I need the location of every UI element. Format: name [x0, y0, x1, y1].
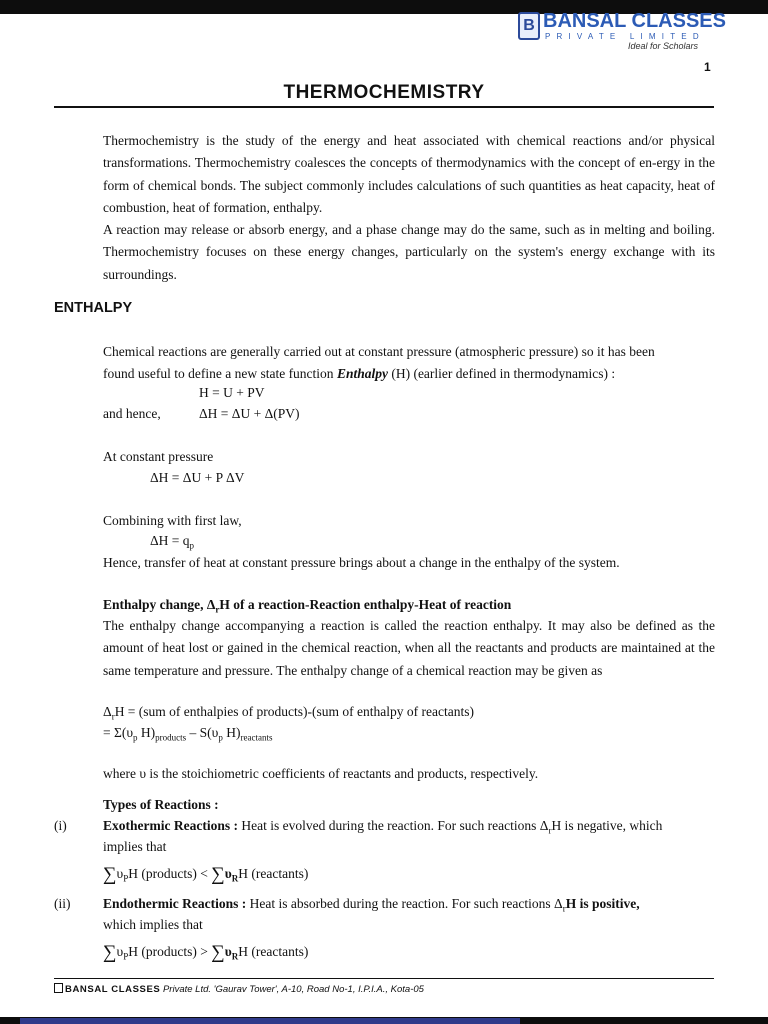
intro-paragraph-1: Thermochemistry is the study of the energy and heat associated with chemical reactions and/or physical transformations. Thermochemistry coalesces the concepts of thermodynamics with the concept of en-ergy in the form of chemical bonds. The subject commonly includes calculations of such quantities as heat capacity, heat of combustion, heat of formation, enthalpy.: [103, 133, 715, 215]
footer-logo-icon: [54, 983, 63, 993]
exothermic-term: Exothermic Reactions :: [103, 818, 238, 833]
equation-delta-h: ΔH = ΔU + Δ(PV): [199, 406, 300, 421]
sigma-icon: ∑: [211, 942, 225, 963]
first-law-label: Combining with first law,: [103, 513, 242, 528]
page-title: THERMOCHEMISTRY: [283, 82, 485, 103]
footer-brand: BANSAL CLASSES: [65, 984, 161, 995]
page-number: 1: [704, 60, 711, 74]
equation-constant-pressure: ΔH = ΔU + P ΔV: [150, 470, 245, 485]
where-statement: where υ is the stoichiometric coefficients of reactants and products, respectively.: [103, 766, 539, 781]
and-hence-label: and hence,: [103, 406, 161, 421]
reaction-enthalpy-paragraph: The enthalpy change accompanying a reaction is called the reaction enthalpy. It may also be defined as the amount of heat lost or gained in the chemical reaction, when all the reactants and products are maintained at the same temperature and pressure. The enthalpy change of a chemical reaction may be given as: [103, 618, 715, 678]
endothermic-implies: which implies that: [103, 917, 203, 932]
reaction-enthalpy-sum: = $\Sigma(\upsilon_p$ $H)_{products} - S(\upsilon_p$ $H)_{reactants}$: [103, 725, 273, 743]
list-item-number-2: (ii): [54, 896, 71, 911]
logo-icon: B: [518, 12, 540, 40]
exothermic-implies: implies that: [103, 839, 167, 854]
endothermic-definition: Endothermic Reactions : Heat is absorbed during the reaction. For such reactions $\Delta_rH$ is positive,: [103, 896, 640, 914]
footer-address: Private Ltd. 'Gaurav Tower', A-10, Road No-1, I.P.I.A., Kota-05: [162, 984, 424, 995]
intro-paragraphs: [103, 130, 715, 286]
footer: [54, 983, 424, 995]
hence-statement: Hence, transfer of heat at constant pressure brings about a change in the enthalpy of the system.: [103, 555, 620, 570]
intro-paragraph-2: A reaction may release or absorb energy, and a phase change may do the same, such as in melting and boiling. Thermochemistry focuses on these energy changes, particularly on the system's energy exchange with its surroundings.: [103, 222, 715, 282]
enthalpy-line-1: Chemical reactions are generally carried out at constant pressure (atmospheric pressure) so it has been: [103, 344, 655, 359]
constant-pressure-label: At constant pressure: [103, 449, 214, 464]
reaction-enthalpy-heading: Enthalpy change, $\Delta_rH$ of a reaction-Reaction enthalpy-Heat of reaction: [103, 597, 512, 615]
reaction-enthalpy-definition: $\Delta_rH = (sum$ of enthalpies of products)-(sum of enthalpy of reactants): [103, 704, 474, 722]
sigma-icon: ∑: [211, 864, 225, 885]
sigma-icon: ∑: [103, 942, 117, 963]
logo-brand-sub: PRIVATE LIMITED: [545, 32, 705, 41]
bottom-progress-strip: [20, 1018, 520, 1024]
logo-brand-name: BANSAL CLASSES: [543, 10, 726, 32]
endothermic-equation: $\sum\upsilon_PH$ (products) > $\sum\upsilon_RH$ (reactants): [103, 942, 309, 963]
title-divider: [54, 106, 714, 108]
endothermic-term: Endothermic Reactions :: [103, 896, 247, 911]
section-heading-enthalpy: ENTHALPY: [54, 300, 133, 316]
footer-divider: [54, 978, 714, 979]
exothermic-definition: Exothermic Reactions : Heat is evolved during the reaction. For such reactions $\Delta_rH$ is negative, which: [103, 818, 663, 836]
enthalpy-line-2: found useful to define a new state function Enthalpy (H) (earlier defined in thermodynamics) :: [103, 366, 616, 381]
enthalpy-term: Enthalpy: [336, 366, 388, 381]
sigma-icon: ∑: [103, 864, 117, 885]
logo-tagline: Ideal for Scholars: [628, 41, 699, 51]
list-item-number-1: (i): [54, 818, 67, 833]
equation-q-p: $\Delta H = q_p$: [150, 533, 195, 551]
equation-h-def: H = U + PV: [199, 385, 265, 400]
exothermic-equation: $\sum\upsilon_PH$ (products) < $\sum\upsilon_RH$ (reactants): [103, 864, 309, 885]
brand-logo: [518, 10, 726, 55]
types-of-reactions-heading: Types of Reactions :: [103, 797, 219, 812]
